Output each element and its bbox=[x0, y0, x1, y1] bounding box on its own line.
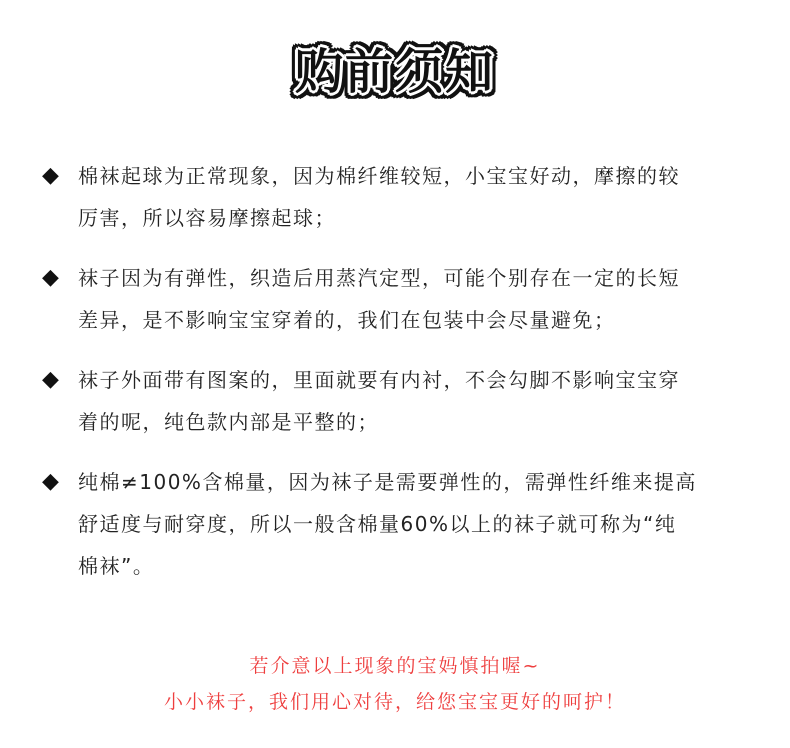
notice-text: 袜子因为有弹性，织造后用蒸汽定型，可能个别存在一定的长短 差异，是不影响宝宝穿着的，我们在包装中会尽量避免； bbox=[78, 266, 680, 332]
diamond-bullet-icon: ◆ bbox=[42, 265, 59, 290]
diamond-bullet-icon: ◆ bbox=[42, 163, 59, 188]
footer-warning: 若介意以上现象的宝妈慎拍喔~ bbox=[249, 655, 541, 677]
notice-text: 纯棉≠100%含棉量，因为袜子是需要弹性的，需弹性纤维来提高 舒适度与耐穿度，所以一般含棉量60%以上的袜子就可称为“纯 棉袜”。 bbox=[78, 470, 697, 578]
footer-message: 小小袜子，我们用心对待，给您宝宝更好的呵护！ bbox=[163, 691, 626, 713]
diamond-bullet-icon: ◆ bbox=[42, 367, 59, 392]
diamond-bullet-icon: ◆ bbox=[42, 469, 59, 494]
page-title: 购前须知 bbox=[294, 44, 495, 100]
notice-text: 袜子外面带有图案的，里面就要有内衬，不会勾脚不影响宝宝穿 着的呢，纯色款内部是平整的； bbox=[78, 368, 680, 434]
notice-text: 棉袜起球为正常现象，因为棉纤维较短，小宝宝好动，摩擦的较 厉害，所以容易摩擦起球； bbox=[78, 164, 680, 230]
